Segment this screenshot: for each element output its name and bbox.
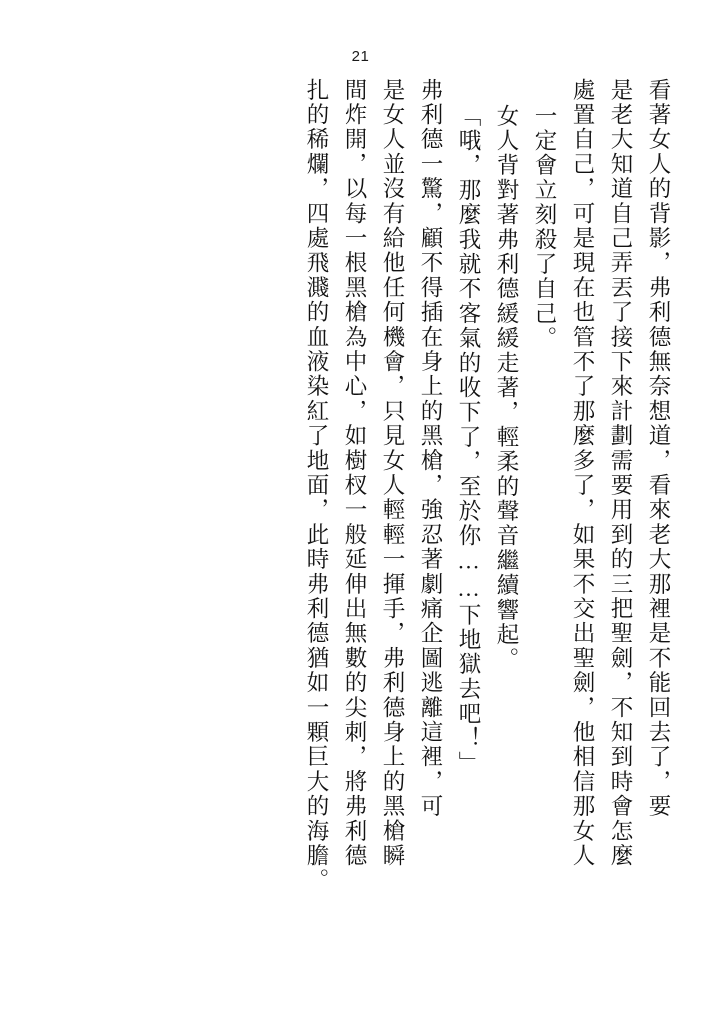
- text-column: 處置自己，可是現在也管不了那麼多了，如果不交出聖劍，他相信那女人: [570, 78, 595, 869]
- text-column: 弗利德一驚，顧不得插在身上的黑槍，強忍著劇痛企圖逃離這裡，可: [418, 78, 443, 819]
- text-column: 「哦，那麼我就不客氣的收下了，至於你……下地獄去吧！」: [456, 104, 481, 776]
- text-column: 一定會立刻殺了自己。: [532, 104, 557, 351]
- page-number: 21: [351, 48, 370, 65]
- text-column: 看著女人的背影，弗利德無奈想道，看來老大那裡是不能回去了，要: [646, 78, 671, 819]
- text-column: 是女人並沒有給他任何機會，只見女人輕輕一揮手，弗利德身上的黑槍瞬: [380, 78, 405, 869]
- text-column: 是老大知道自己弄丟了接下來計劃需要用到的三把聖劍，不知到時會怎麼: [608, 78, 633, 869]
- text-column: 間炸開，以每一根黑槍為中心，如樹杈一般延伸出無數的尖刺，將弗利德: [342, 78, 367, 869]
- text-column: 扎的稀爛，四處飛濺的血液染紅了地面，此時弗利德猶如一顆巨大的海膽。: [304, 78, 329, 894]
- text-column: 女人背對著弗利德緩緩走著，輕柔的聲音繼續響起。: [494, 104, 519, 673]
- vertical-text-body: [52, 78, 669, 950]
